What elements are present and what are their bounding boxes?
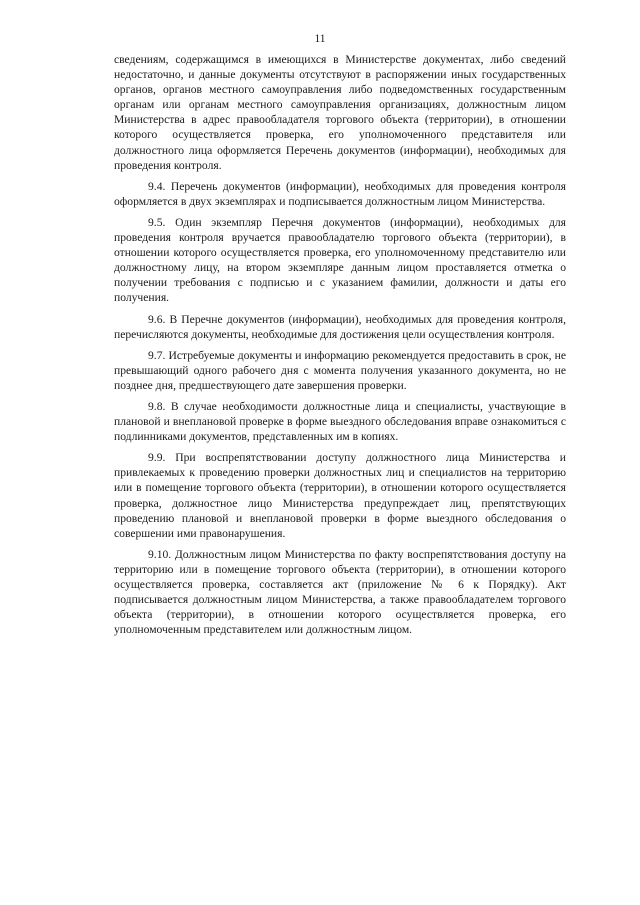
paragraph-9-10: 9.10. Должностным лицом Министерства по факту воспрепятствования доступу на территорию или в помещение торгового объекта (территории), в отношении которого осуществляется проверка, составляется акт (приложение № 6 к Порядку). Акт подписывается должностным лицом Министерства, а также правообладателем торгового объекта (территории), в отношении которого осуществляется проверка, его уполномоченным представителем или должностным лицом. [114, 547, 566, 637]
paragraph-9-5: 9.5. Один экземпляр Перечня документов (информации), необходимых для проведения контроля вручается правообладателю торгового объекта (территории), в отношении которого осуществляется проверка, его уполномоченному представителю или должностному лицу, на втором экземпляре данным лицом проставляется отметка о получении требования с подписью и с указанием фамилии, должности и даты его получения. [114, 215, 566, 305]
paragraph-9-9: 9.9. При воспрепятствовании доступу должностного лица Министерства и привлекаемых к проведению проверки должностных лиц и специалистов на территорию или в помещение торгового объекта (территории), в отношении которого осуществляется проверка, должностное лицо Министерства предупреждает лиц, препятствующих проведению плановой и внеплановой проверки в форме выездного обследования о совершении ими правонарушения. [114, 451, 566, 540]
paragraph-continuation: сведениям, содержащимся в имеющихся в Министерстве документах, либо сведений недостаточно, и данные документы отсутствуют в распоряжении иных государственных органов, органов местного самоуправления либо подведомственных государственным органам или органам местного самоуправления организациях, должностным лицом Министерства в адрес правообладателя торгового объекта (территории), в отношении которого осуществляется проверка, его уполномоченного представителя или должностного лица оформляется Перечень документов (информации), необходимых для проведения контроля. [114, 53, 566, 172]
document-body [114, 52, 566, 643]
paragraph-9-8: 9.8. В случае необходимости должностные лица и специалисты, участвующие в плановой и внеплановой проверке в форме выездного обследования вправе ознакомиться с подлинниками документов, представленных им в копиях. [114, 399, 566, 444]
paragraph-9-7: 9.7. Истребуемые документы и информацию рекомендуется предоставить в срок, не превышающий одного рабочего дня с момента получения указанного документа, но не позднее дня, предшествующего дате завершения проверки. [114, 348, 566, 392]
paragraph-9-6: 9.6. В Перечне документов (информации), необходимых для проведения контроля, перечисляются документы, необходимые для достижения цели осуществления контроля. [114, 312, 566, 341]
paragraph-9-4: 9.4. Перечень документов (информации), необходимых для проведения контроля оформляется в двух экземплярах и подписывается должностным лицом Министерства. [114, 179, 566, 208]
page-number: 11 [314, 33, 326, 45]
